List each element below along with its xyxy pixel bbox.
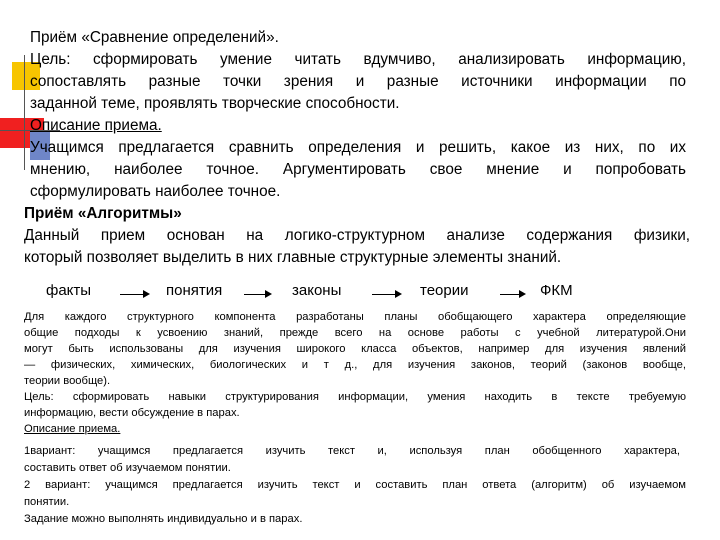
block1-goal-line: Цель: сформировать умение читать вдумчиво, анализировать информацию, [30,51,686,68]
flow-item-laws: законы [292,282,342,299]
block1-title: Приём «Сравнение определений». [30,29,279,46]
block2-intro-line: который позволяет выделить в них главные структурные элементы знаний. [24,249,562,266]
arrow-icon [372,294,400,295]
block2-intro-line: Данный прием основан на логико-структурном анализе содержания физики, [24,227,690,244]
block3-line: могут быть использованы для изучения широкого класса объектов, например для изучения явлений [24,343,686,355]
block3-variant-line: составить ответ об изучаемом понятии. [24,462,231,474]
arrow-icon [500,294,524,295]
block1-method-line: мнению, наиболее точное. Аргументировать свое мнение и попробовать [30,161,686,178]
block3-line: общие подходы к усвоению знаний, прежде всего на основе работы с учебной литературой.Они [24,327,686,339]
block3-line: теории вообще). [24,375,111,387]
block1-goal-line: заданной теме, проявлять творческие способности. [30,95,400,112]
block3-variant-line: понятии. [24,496,70,508]
flow-item-fkm: ФКМ [540,282,573,299]
block3-line: — физических, химических, биологических и т д., для изучения законов, теорий (законов вообще, [24,359,686,371]
block3-closing-line: Задание можно выполнять индивидуально и в парах. [24,513,303,525]
block2-title: Приём «Алгоритмы» [24,205,182,222]
decorative-vertical-line [24,55,25,170]
block1-method-line: сформулировать наиболее точное. [30,183,281,200]
flow-item-theories: теории [420,282,469,299]
block3-goal-line: Цель: сформировать навыки структурирования информации, умения находить в тексте требуемую [24,391,686,403]
block3-line: Для каждого структурного компонента разработаны планы обобщающего характера определяющие [24,311,686,323]
flow-item-facts: факты [46,282,92,299]
arrow-icon [244,294,270,295]
block3-goal-line: информацию, вести обсуждение в парах. [24,407,240,419]
arrow-icon [120,294,148,295]
block1-method-line: Учащимся предлагается сравнить определения и решить, какое из них, по их [30,139,686,156]
flow-item-concepts: понятия [166,282,223,299]
block3-variant-line: 2 вариант: учащимся предлагается изучить текст и составить план ответа (алгоритм) об изучаемом [24,479,686,491]
block3-method-heading: Описание приема. [24,423,121,435]
knowledge-structure-flow [0,282,720,306]
block1-method-heading: Описание приема. [30,117,162,134]
block1-goal-line: сопоставлять разные точки зрения и разные источники информации по [30,73,686,90]
block3-variant-line: 1вариант: учащимся предлагается изучить текст и, используя план обобщенного характера, [24,445,680,457]
